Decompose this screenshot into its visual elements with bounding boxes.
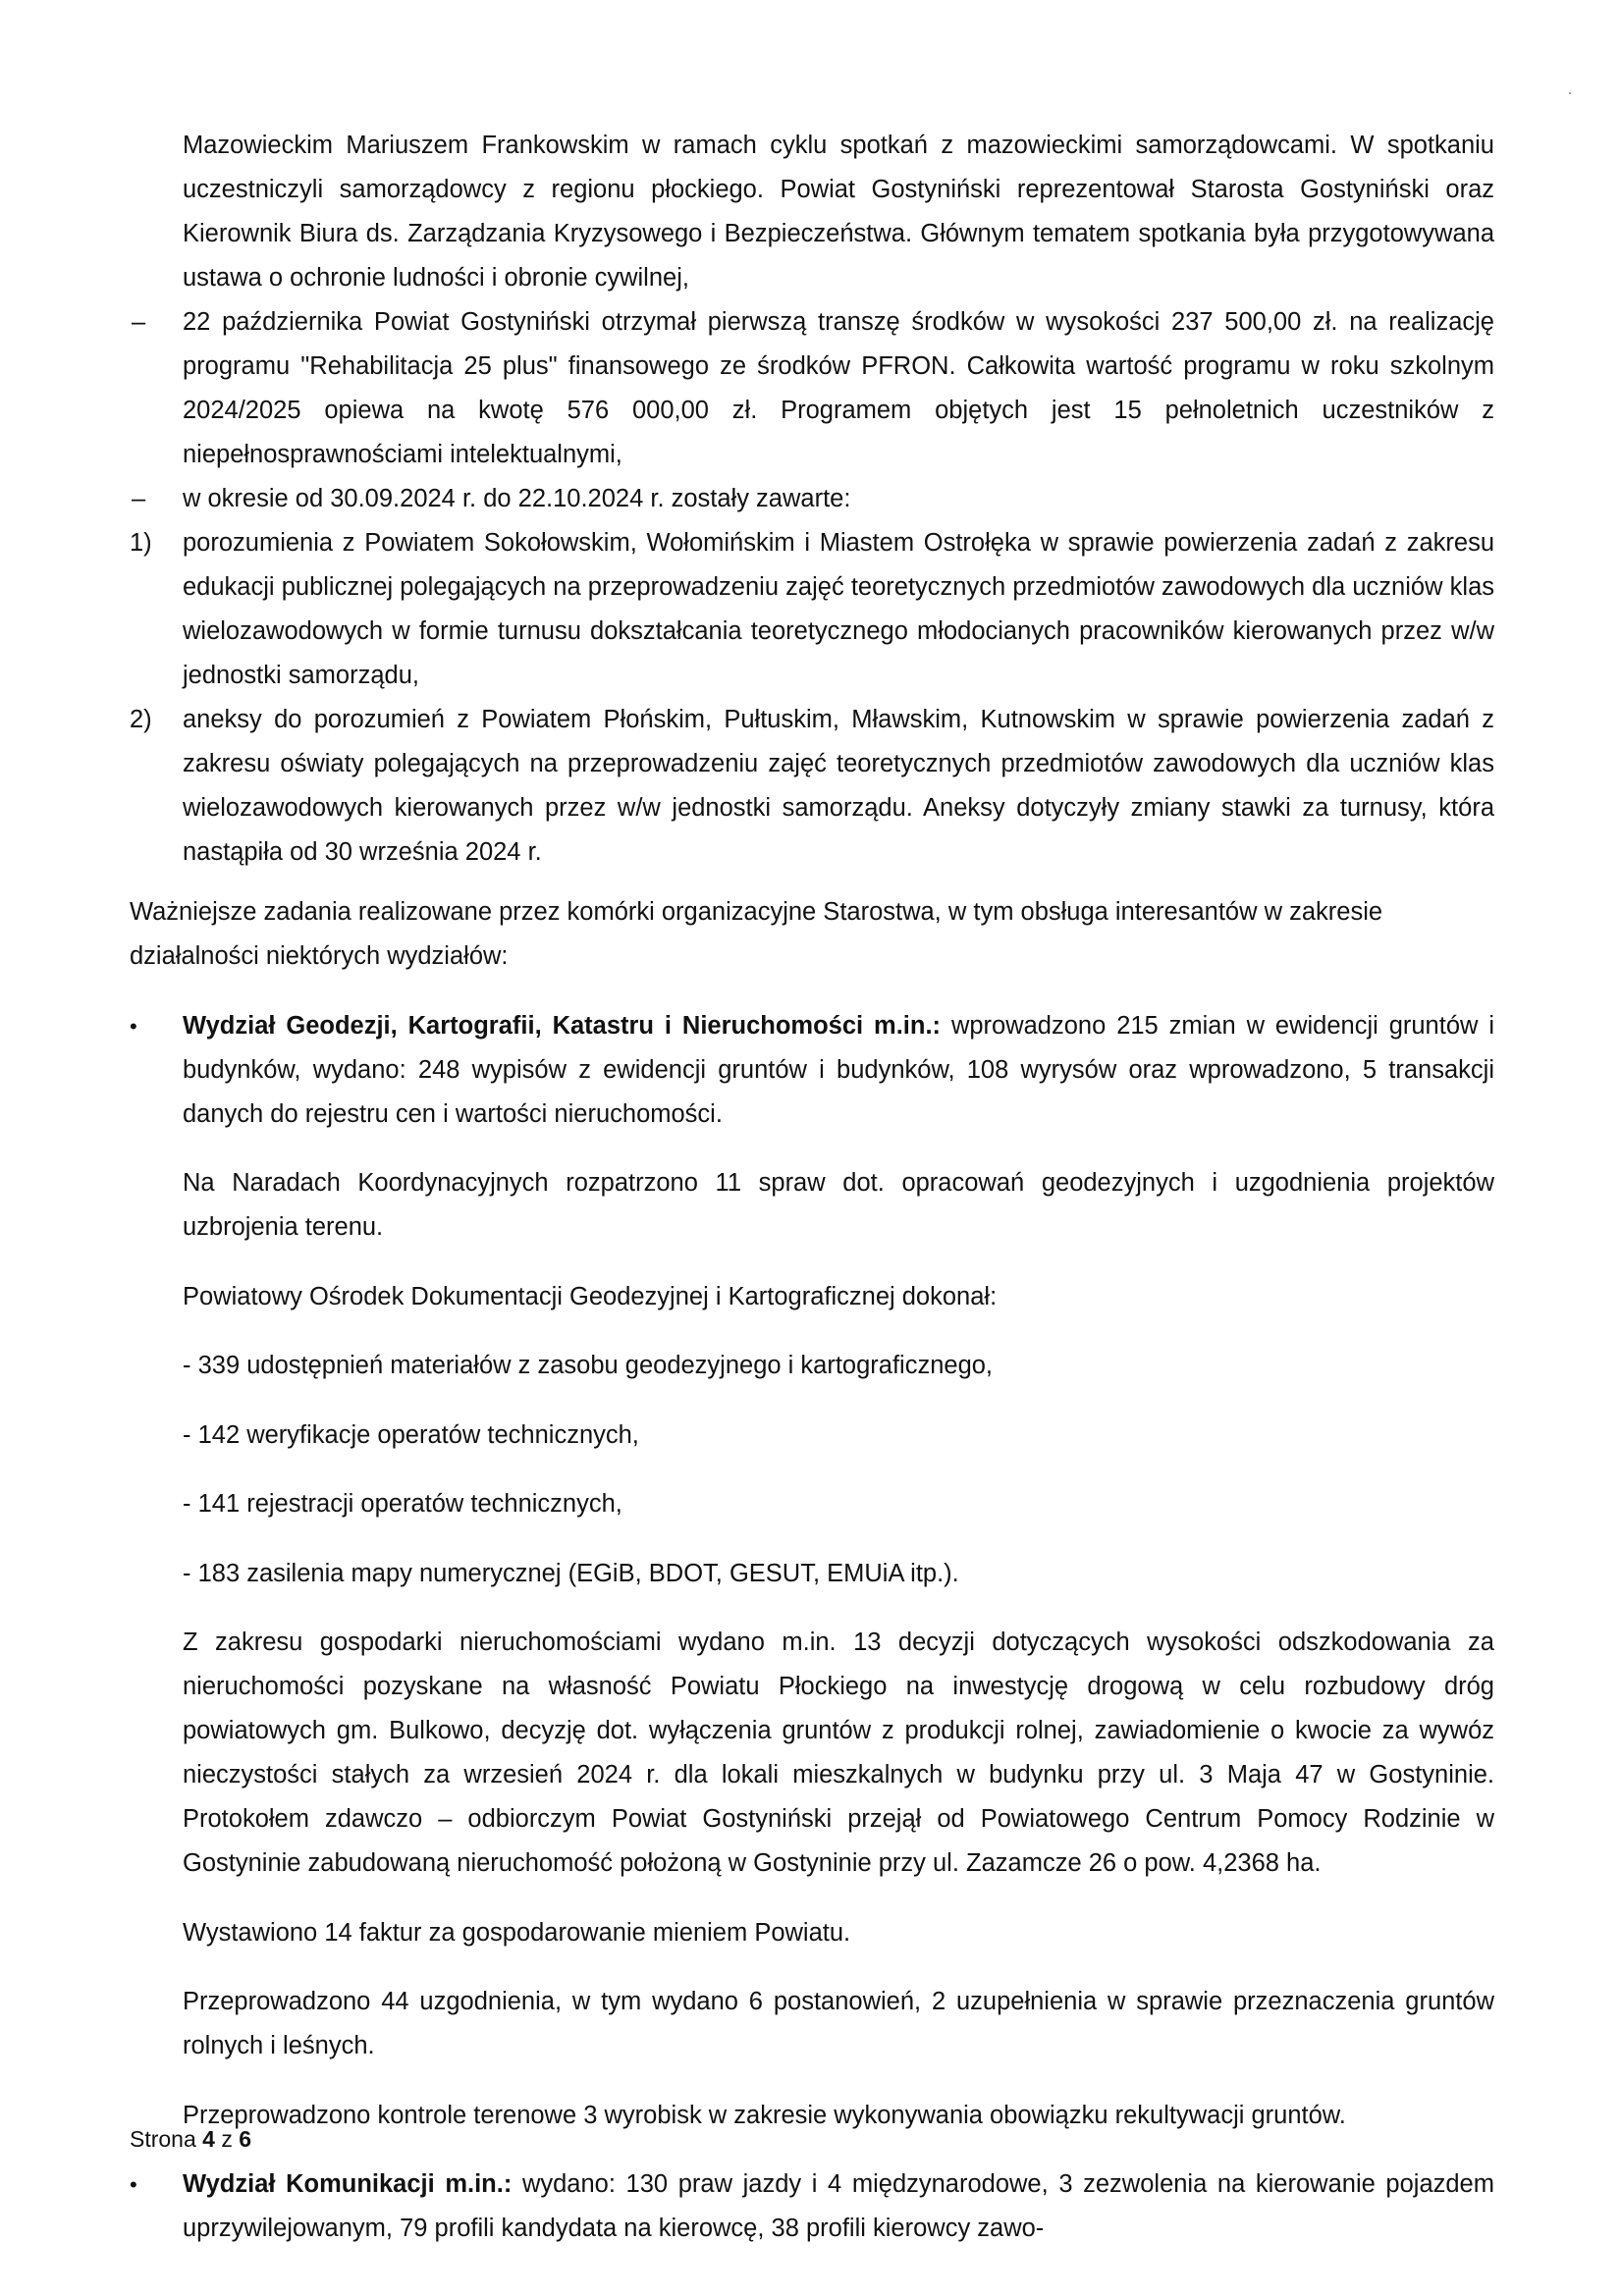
bullet-paragraph: Na Naradach Koordynacyjnych rozpatrzono 11 spraw dot. opracowań geodezyjnych i uzgodnienia projektów uzbrojenia terenu. (183, 1169, 1494, 1241)
page-footer (130, 2126, 251, 2153)
numbered-item (130, 698, 1494, 875)
bullet-heading: Wydział Komunikacji m.in.: (183, 2170, 513, 2198)
bullet-paragraph: Z zakresu gospodarki nieruchomościami wydano m.in. 13 decyzji dotyczących wysokości odszkodowania za nieruchomości pozyskane na własność Powiatu Płockiego na inwestycję drogową w celu rozbudowy dróg powiatowych gm. Bulkowo, decyzję dot. wyłączenia gruntów z produkcji rolnej, zawiadomienie o kwocie za wywóz nieczystości stałych za wrzesień 2024 r. dla lokali mieszkalnych w budynku przy ul. 3 Maja 47 w Gostyninie. Protokołem zdawczo – odbiorczym Powiat Gostyniński przejął od Powiatowego Centrum Pomocy Rodzinie w Gostyninie zabudowaną nieruchomość położoną w Gostyninie przy ul. Zazamcze 26 o pow. 4,2368 ha. (183, 1629, 1494, 1877)
bullet-text: wprowadzono 215 zmian w ewidencji gruntów i budynków, wydano: 248 wypisów z ewidencji gruntów i budynków, 108 wyrysów oraz wprowadzono, 5 transakcji danych do rejestru cen i wartości nieruchomości. (183, 1011, 1494, 1128)
dash-item-text: w okresie od 30.09.2024 r. do 22.10.2024 r. zostały zawarte: (183, 485, 851, 512)
scan-speck (1569, 92, 1571, 94)
bullet-heading: Wydział Geodezji, Kartografii, Katastru i Nieruchomości m.in.: (183, 1011, 942, 1040)
number-marker: 2) (130, 706, 152, 733)
numbered-item-text: aneksy do porozumień z Powiatem Płońskim, Pułtuskim, Mławskim, Kutnowskim w sprawie powierzenia zadań z zakresu oświaty polegających na przeprowadzeniu zajęć teoretycznych przedmiotów zawodowych dla uczniów klas wielozawodowych kierowanych przez w/w jednostki samorządu. Aneksy dotyczyły zmiany stawki za turnusy, która nastąpiła od 30 września 2024 r. (183, 706, 1494, 866)
bullet-marker: • (130, 2172, 137, 2197)
bullet-list-item: - 183 zasilenia mapy numerycznej (EGiB, BDOT, GESUT, EMUiA itp.). (183, 1559, 959, 1587)
bullet-paragraph: Wystawiono 14 faktur za gospodarowanie mieniem Powiatu. (183, 1918, 851, 1947)
numbered-item-text: porozumienia z Powiatem Sokołowskim, Wołomińskim i Miastem Ostrołęka w sprawie powierzenia zadań z zakresu edukacji publicznej polegających na przeprowadzeniu zajęć teoretycznych przedmiotów zawodowych dla uczniów klas wielozawodowych w formie turnusu dokształcania teoretycznego młodocianych pracowników kierowanych przez w/w jednostki samorządu, (183, 529, 1494, 689)
footer-page: 4 (202, 2126, 215, 2152)
number-marker: 1) (130, 529, 152, 557)
numbered-item (130, 521, 1494, 698)
bullet-list-item: - 339 udostępnień materiałów z zasobu geodezyjnego i kartograficznego, (183, 1352, 994, 1379)
bullet-list-item: - 142 weryfikacje operatów technicznych, (183, 1420, 639, 1449)
bullet-geodezja (130, 1004, 1494, 2138)
bullet-paragraph: Przeprowadzono kontrole terenowe 3 wyrobisk w zakresie wykonywania obowiązku rekultywacji gruntów. (183, 2101, 1346, 2129)
bullet-paragraph: Przeprowadzono 44 uzgodnienia, w tym wydano 6 postanowień, 2 uzupełnienia w sprawie przeznaczenia gruntów rolnych i leśnych. (183, 1988, 1494, 2059)
bullet-text: wydano: 130 praw jazdy i 4 międzynarodowe, 3 zezwolenia na kierowanie pojazdem uprzywilejowanym, 79 profili kandydata na kierowcę, 38 profili kierowcy zawo- (183, 2170, 1494, 2242)
dash-item (130, 300, 1494, 477)
footer-sep: z (214, 2126, 240, 2152)
section-intro: Ważniejsze zadania realizowane przez komórki organizacyjne Starostwa, w tym obsługa interesantów w zakresie działalności niektórych wydziałów: (130, 898, 1383, 970)
dash-item (130, 477, 1494, 521)
footer-total: 6 (239, 2126, 252, 2152)
bullet-marker: • (130, 1013, 137, 1039)
bullet-komunikacja (130, 2163, 1494, 2251)
dash-marker: – (132, 485, 146, 512)
document-body (130, 124, 1494, 2276)
bullet-paragraph: Powiatowy Ośrodek Dokumentacji Geodezyjnej i Kartograficznej dokonał: (183, 1282, 998, 1310)
dash-marker: – (132, 308, 146, 336)
bullet-list-item: - 141 rejestracji operatów technicznych, (183, 1490, 622, 1518)
intro-paragraph: Mazowieckim Mariuszem Frankowskim w ramach cyklu spotkań z mazowieckimi samorządowcami. W spotkaniu uczestniczyli samorządowcy z regionu płockiego. Powiat Gostyniński reprezentował Starosta Gostyniński oraz Kierownik Biura ds. Zarządzania Kryzysowego i Bezpieczeństwa. Głównym tematem spotkania była przygotowywana ustawa o ochronie ludności i obronie cywilnej, (183, 132, 1494, 292)
dash-item-text: 22 października Powiat Gostyniński otrzymał pierwszą transzę środków w wysokości 237 500,00 zł. na realizację programu "Rehabilitacja 25 plus" finansowego ze środków PFRON. Całkowita wartość programu w roku szkolnym 2024/2025 opiewa na kwotę 576 000,00 zł. Programem objętych jest 15 pełnoletnich uczestników z niepełnosprawnościami intelektualnymi, (183, 308, 1494, 468)
footer-label: Strona (130, 2126, 203, 2152)
